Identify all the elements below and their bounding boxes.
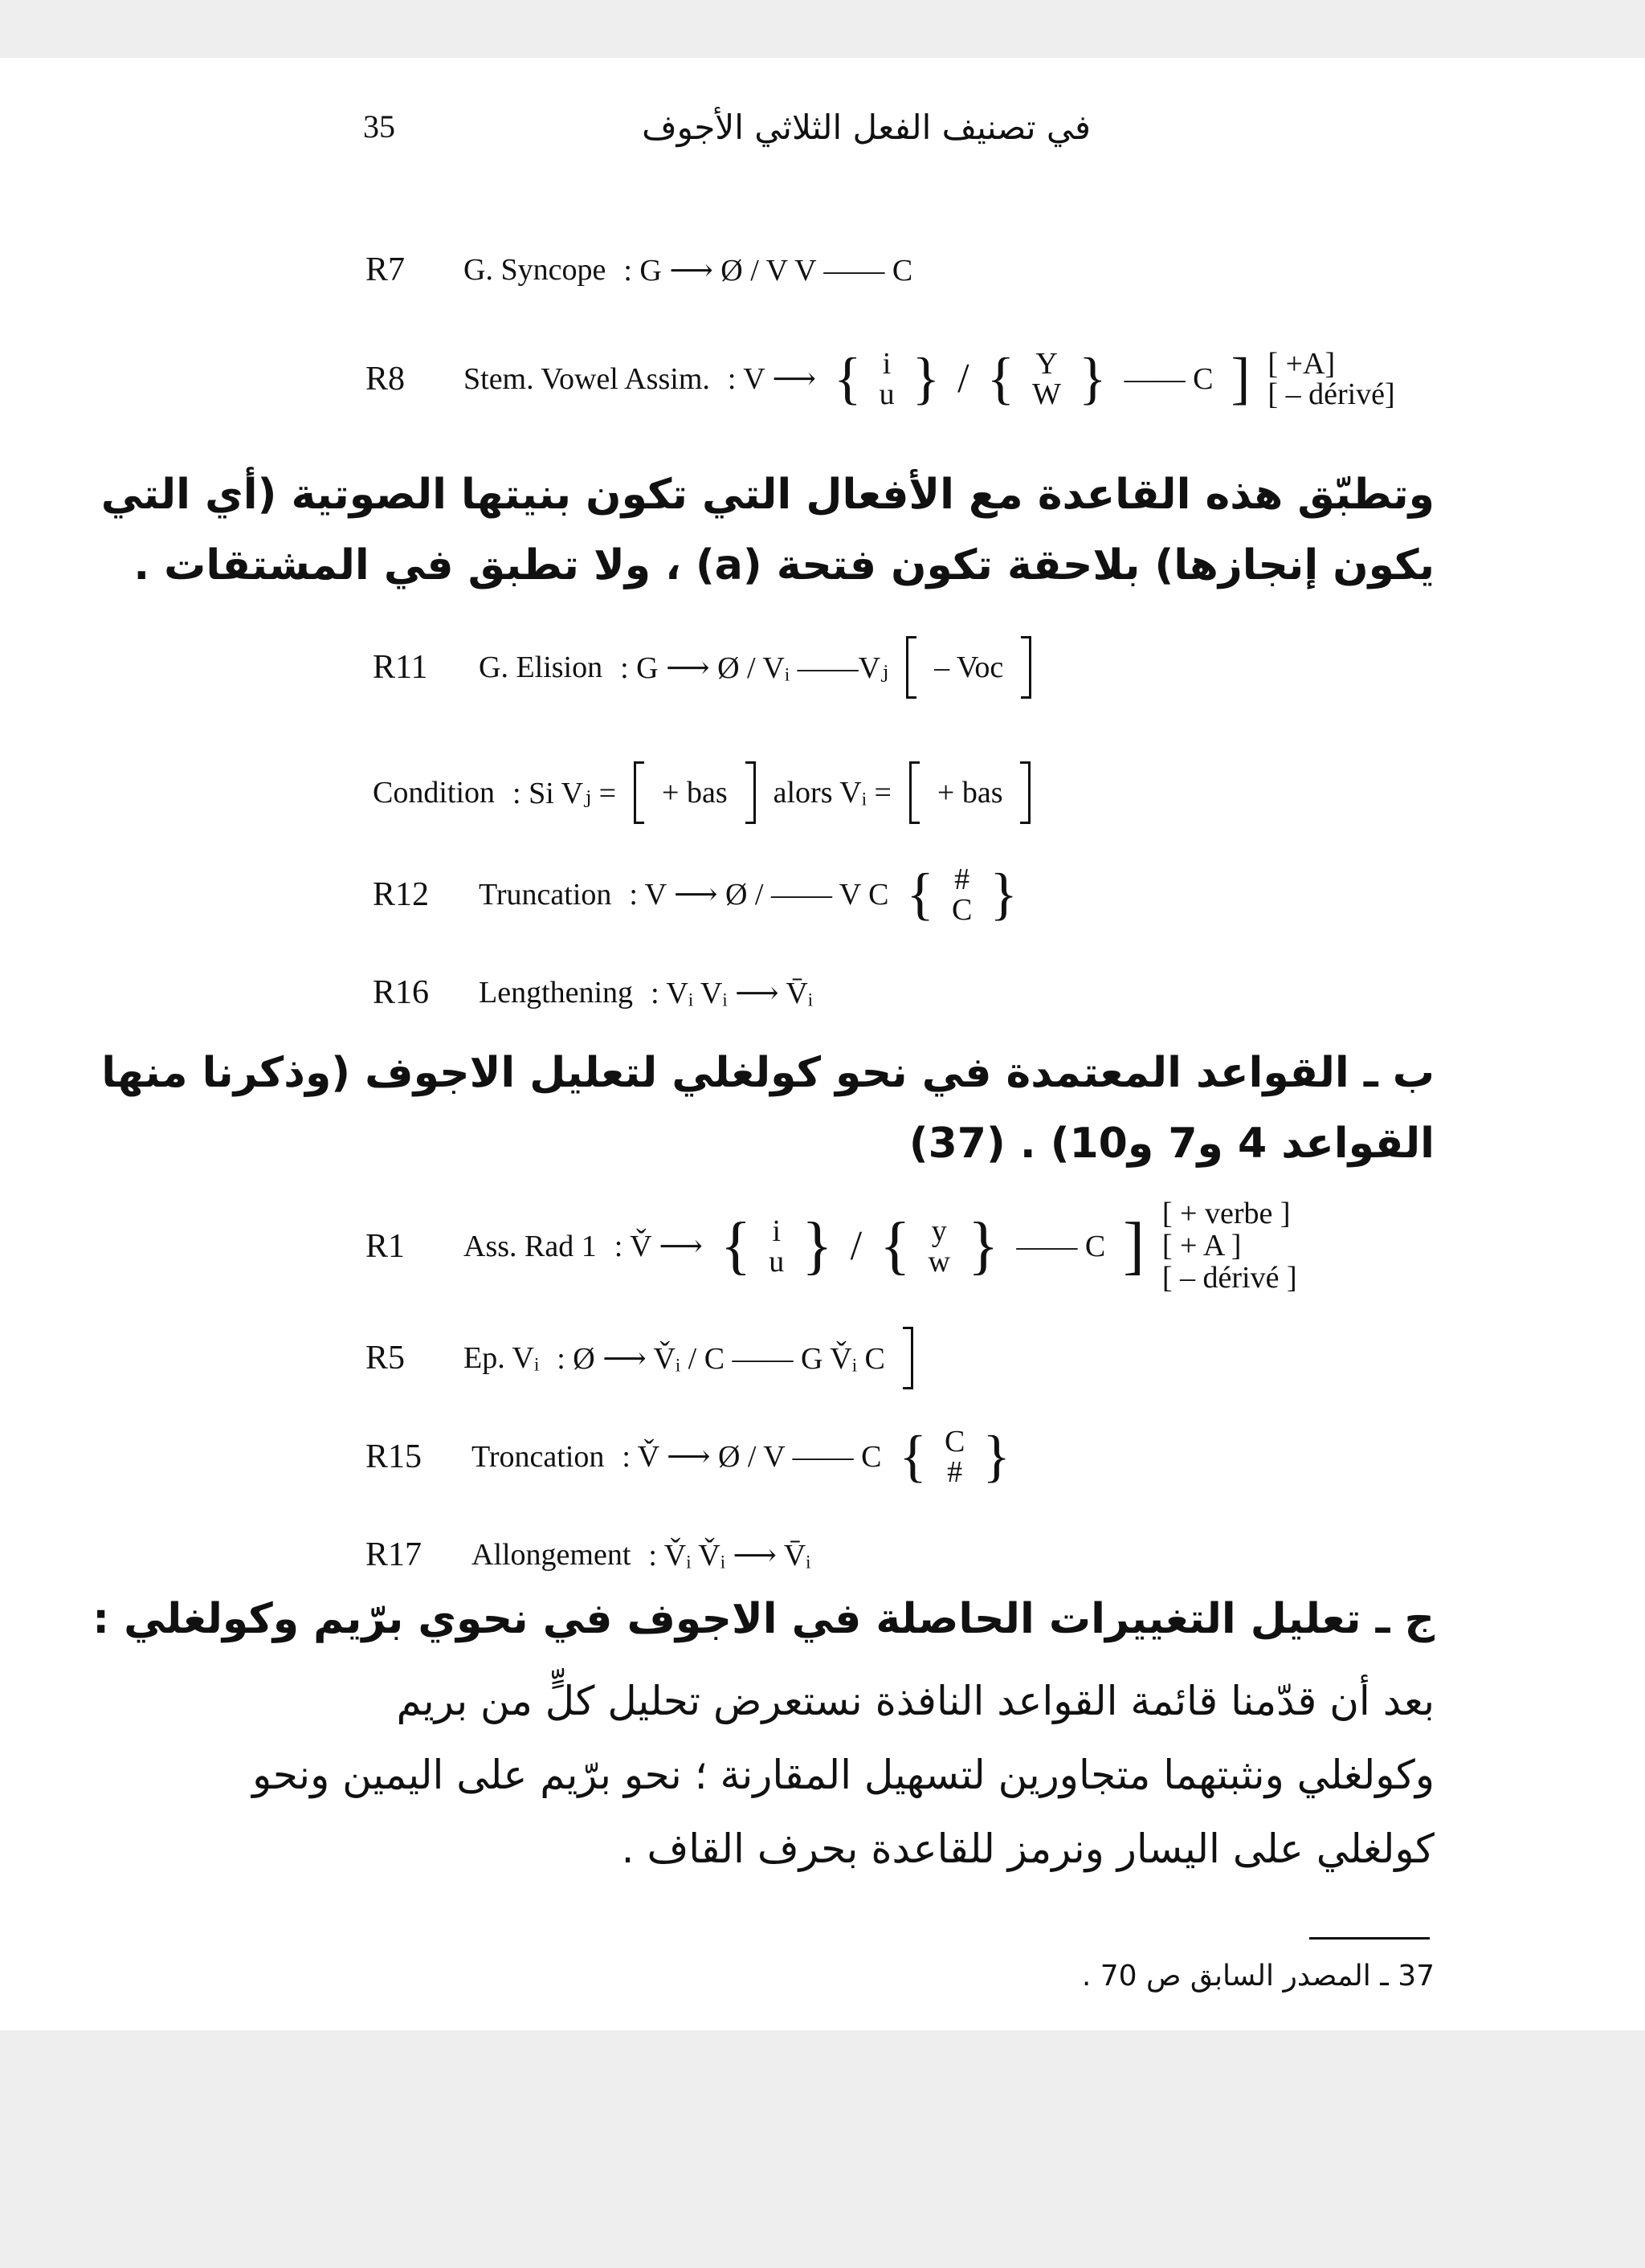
section-c-heading: ج ـ تعليل التغييرات الحاصلة في الاجوف في نحوي برّيم وكولغلي : (92, 1595, 1435, 1643)
rule-id: R17 (365, 1536, 422, 1573)
rule-name: G. Syncope (463, 253, 606, 287)
feature-matrix: [ +A] [ – dérivé] (1267, 346, 1395, 411)
paragraph-1: وتطبّق هذه القاعدة مع الأفعال التي تكون بنيتها الصوتية (أي التي يكون إنجازها) بلاحقة تكون فتحة (a) ، ولا تطبق في المشتقات . (100, 471, 1435, 589)
rule-r15: R15 Troncation : V̌ ⟶ Ø / V —— C { C # } (365, 1424, 1010, 1489)
right-brace: } (1079, 346, 1107, 410)
rule-r12: R12 Truncation : V ⟶ Ø / —— V C { # C } (373, 862, 1018, 927)
rule-r8: R8 Stem. Vowel Assim. : V ⟶ { i u } / { Y W } —— C ] [ +A] [ – dérivé] (365, 346, 1395, 411)
rule-formula: : V ⟶ Ø / —— V C (629, 878, 889, 912)
rule-id: R7 (365, 251, 406, 288)
rule-id: R8 (365, 360, 406, 398)
running-title: في تصنيف الفعل الثلاثي الأجوف (642, 108, 1091, 147)
rule-formula: : Ø ⟶ V̌ᵢ / C —— G V̌ᵢ C (557, 1341, 885, 1376)
rule-formula: : G ⟶ Ø / Vᵢ ——Vⱼ (620, 651, 889, 685)
rule-id: R5 (365, 1340, 406, 1377)
rule-r1: R1 Ass. Rad 1 : V̌ ⟶ { i u } / { y w } —— C ] [ + verbe ] [ + A ] [ – dérivé ] (365, 1197, 1297, 1295)
rule-name: Troncation (471, 1439, 605, 1474)
rule-r17 (365, 1536, 810, 1574)
rule-formula: : V ⟶ (727, 362, 816, 396)
document-page (0, 58, 1645, 2030)
rule-id: R11 (373, 649, 428, 686)
rule-formula: : Vᵢ Vᵢ ⟶ V̄ᵢ (651, 976, 814, 1010)
rule-name: Ass. Rad 1 (463, 1229, 597, 1263)
paragraph-2: بعد أن قدّمنا قائمة القواعد النافذة نستعرض تحليل كلٍّ من بريم وكولغلي ونثبتهما متجاورين لتسهيل المقارنة ؛ نحو برّيم على اليمين ونحو كولغلي على اليسار ونرمز للقاعدة بحرف القاف . (252, 1678, 1435, 1872)
rule-r16 (373, 973, 813, 1012)
left-brace: { (986, 346, 1015, 410)
feature-matrix: [ + verbe ] [ + A ] [ – dérivé ] (1161, 1197, 1297, 1295)
rule-id: R1 (365, 1227, 406, 1265)
condition-line: Condition : Si Vⱼ = + bas alors Vᵢ = + bas (373, 761, 1031, 824)
rule-formula: : V̌ ⟶ (614, 1230, 703, 1264)
boundary-set: # C (951, 862, 973, 927)
glide-set: Y W (1032, 346, 1062, 411)
slash: / (957, 356, 969, 402)
rule-name: Ep. Vᵢ (463, 1341, 540, 1375)
rule-id: R16 (373, 974, 430, 1011)
vowel-set: i u (769, 1214, 785, 1279)
vowel-set: i u (879, 346, 895, 411)
condition-label: Condition (373, 776, 496, 810)
boundary-set: C # (944, 1424, 965, 1489)
rule-r11 (373, 636, 1031, 699)
rule-name: Lengthening (479, 976, 634, 1010)
rule-id: R12 (373, 875, 430, 913)
footnote: 37 ـ المصدر السابق ص 70 . (1081, 1960, 1435, 1993)
feature: – Voc (934, 651, 1004, 684)
rule-r7 (365, 251, 912, 289)
rule-formula: : G ⟶ Ø / V V —— C (623, 253, 913, 288)
left-brace: { (834, 346, 862, 410)
rule-formula: : V̌ᵢ V̌ᵢ ⟶ V̄ᵢ (648, 1538, 811, 1573)
rule-name: Truncation (479, 877, 612, 912)
page-number: 35 (363, 108, 395, 145)
section-b-heading: ب ـ القواعد المعتمدة في نحو كولغلي لتعليل الاجوف (وذكرنا منها القواعد 4 و7 و10) . (37) (101, 1049, 1435, 1168)
footnote-separator (1309, 1937, 1430, 1940)
rule-name: Stem. Vowel Assim. (463, 361, 710, 396)
rule-formula: : V̌ ⟶ Ø / V —— C (622, 1440, 882, 1474)
right-brace: } (912, 346, 941, 410)
rule-name: G. Elision (479, 651, 603, 684)
rule-name: Allongement (471, 1538, 631, 1572)
rule-r5 (365, 1327, 913, 1389)
rule-id: R15 (365, 1438, 422, 1475)
glide-set: y w (928, 1214, 950, 1279)
